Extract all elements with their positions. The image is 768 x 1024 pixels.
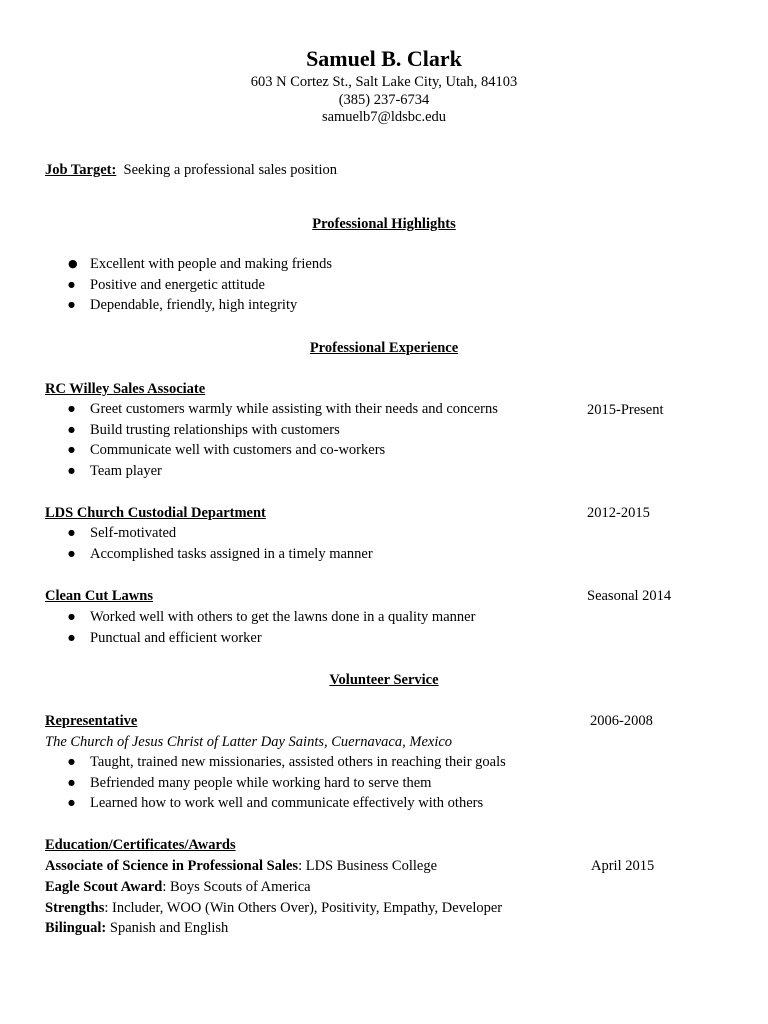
job-date: 2015-Present [587, 402, 664, 418]
email: samuelb7@ldsbc.edu [321, 109, 447, 125]
strengths-text: Includer, WOO (Win Others Over), Positivity, Empathy, Developer [112, 900, 503, 916]
experience-heading: Professional Experience [309, 340, 459, 356]
strengths-row [45, 899, 502, 917]
education-heading: Education/Certificates/Awards [45, 837, 236, 853]
education-text: LDS Business College [305, 858, 438, 874]
volunteer-org: The Church of Jesus Christ of Latter Day Saints, Cuernavaca, Mexico [45, 734, 453, 750]
award-label: Eagle Scout Award [45, 879, 163, 895]
bilingual-label: Bilingual: [45, 920, 107, 936]
list-item: ● Self-motivated [68, 523, 373, 544]
list-item: ● Build trusting relationships with customers [68, 420, 498, 441]
list-item: ● Learned how to work well and communicate effectively with others [68, 793, 506, 814]
volunteer-title: Representative [45, 713, 138, 729]
list-item: ● Taught, trained new missionaries, assisted others in reaching their goals [68, 752, 506, 773]
list-item: ● Greet customers warmly while assisting with their needs and concerns [68, 399, 498, 420]
education-row [45, 857, 437, 875]
list-item: ● Punctual and efficient worker [68, 628, 475, 649]
education-label: Associate of Science in Professional Sales [45, 858, 299, 874]
volunteer-list [68, 752, 506, 814]
list-item: ● Excellent with people and making friends [68, 254, 332, 275]
resume-name: Samuel B. Clark [306, 46, 462, 71]
separator: : [104, 900, 113, 916]
list-item: ● Communicate well with customers and co-workers [68, 440, 498, 461]
highlights-list [68, 254, 332, 316]
volunteer-date: 2006-2008 [590, 713, 653, 729]
list-item: ● Dependable, friendly, high integrity [68, 295, 332, 316]
list-item: ● Worked well with others to get the lawns done in a quality manner [68, 607, 475, 628]
address: 603 N Cortez St., Salt Lake City, Utah, 84103 [250, 74, 518, 90]
list-item: ● Positive and energetic attitude [68, 275, 332, 296]
strengths-label: Strengths [45, 900, 105, 916]
job-duties-list [68, 523, 373, 564]
list-item: ● Team player [68, 461, 498, 482]
list-item: ● Befriended many people while working hard to serve them [68, 773, 506, 794]
job-target-label: Job Target: [45, 162, 117, 178]
job-title: LDS Church Custodial Department [45, 505, 266, 521]
job-target [45, 161, 337, 179]
list-item: ● Accomplished tasks assigned in a timely manner [68, 544, 373, 565]
education-date: April 2015 [591, 858, 655, 874]
job-title: RC Willey Sales Associate [45, 381, 206, 397]
volunteer-heading: Volunteer Service [329, 672, 439, 688]
job-date: Seasonal 2014 [587, 588, 672, 604]
job-target-text: Seeking a professional sales position [123, 162, 337, 178]
job-duties-list [68, 399, 498, 482]
job-duties-list [68, 607, 475, 648]
job-title: Clean Cut Lawns [45, 588, 153, 604]
award-text: Boys Scouts of America [170, 879, 311, 895]
separator: : [298, 858, 306, 874]
award-row [45, 878, 311, 896]
bilingual-text: Spanish and English [109, 920, 229, 936]
phone: (385) 237-6734 [338, 92, 430, 108]
highlights-heading: Professional Highlights [312, 216, 456, 232]
separator: : [162, 879, 171, 895]
job-date: 2012-2015 [587, 505, 650, 521]
bilingual-row [45, 919, 228, 937]
